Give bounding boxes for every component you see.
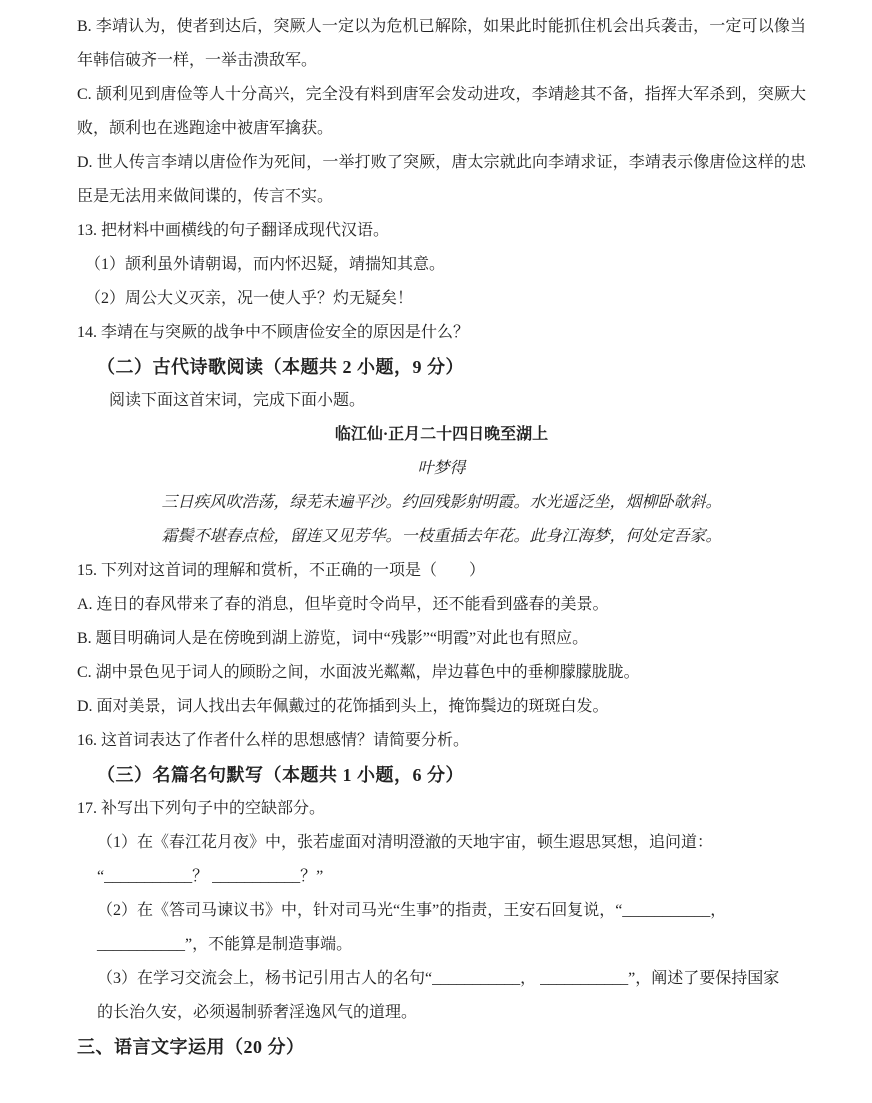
- q15-option-d: D. 面对美景，词人找出去年佩戴过的花饰插到头上，掩饰鬓边的斑斑白发。: [77, 698, 609, 715]
- q12-option-c: C. 颉利见到唐俭等人十分高兴，完全没有料到唐军会发动进攻，李靖趁其不备，指挥大军杀到，突厥大败，颉利也在逃跑途中被唐军擒获。: [77, 86, 806, 137]
- section-heading-language-use: 三、语言文字运用（20 分）: [77, 1037, 305, 1057]
- q15-option-a: A. 连日的春风带来了春的消息，但毕竟时令尚早，还不能看到盛春的美景。: [77, 596, 609, 613]
- poem-intro: 阅读下面这首宋词，完成下面小题。: [109, 392, 366, 409]
- section-heading-poetry: （二）古代诗歌阅读（本题共 2 小题，9 分）: [97, 357, 464, 377]
- question-13: 13. 把材料中画横线的句子翻译成现代汉语。: [77, 222, 390, 239]
- q12-option-b: B. 李靖认为，使者到达后，突厥人一定以为危机已解除，如果此时能抓住机会出兵袭击，一定可以像当年韩信破齐一样，一举击溃敌军。: [77, 18, 806, 69]
- question-16: 16. 这首词表达了作者什么样的思想感情？请简要分析。: [77, 732, 470, 749]
- question-14: 14. 李靖在与突厥的战争中不顾唐俭安全的原因是什么？: [77, 324, 470, 341]
- q12-option-d: D. 世人传言李靖以唐俭作为死间，一举打败了突厥，唐太宗就此向李靖求证，李靖表示像唐俭这样的忠臣是无法用来做间谍的，传言不实。: [77, 154, 806, 205]
- poem-author: 叶梦得: [417, 460, 466, 477]
- q15-option-b: B. 题目明确词人是在傍晚到湖上游览，词中“残影”“明霞”对此也有照应。: [77, 630, 589, 647]
- poem-line-1: 三日疾风吹浩荡，绿芜未遍平沙。约回残影射明霞。水光遥泛坐，烟柳卧欹斜。: [161, 494, 722, 511]
- q17-part-3: （3）在学习交流会上，杨书记引用古人的名句“___________， ___________”，阐述了要保持国家: [97, 970, 780, 987]
- q13-part-2: （2）周公大义灭亲，况一使人乎？灼无疑矣！: [85, 290, 414, 307]
- q15-option-c: C. 湖中景色见于词人的顾盼之间，水面波光粼粼，岸边暮色中的垂柳朦朦胧胧。: [77, 664, 640, 681]
- q17-part-1-blanks: “___________？ ___________？”: [97, 868, 324, 885]
- q13-part-1: （1）颉利虽外请朝谒，而内怀迟疑，靖揣知其意。: [85, 256, 446, 273]
- section-heading-dictation: （三）名篇名句默写（本题共 1 小题，6 分）: [97, 765, 464, 785]
- question-17: 17. 补写出下列句子中的空缺部分。: [77, 800, 326, 817]
- q17-part-1: （1）在《春江花月夜》中，张若虚面对清明澄澈的天地宇宙，顿生遐思冥想，追问道：: [97, 834, 714, 851]
- q17-part-2: （2）在《答司马谏议书》中，针对司马光“生事”的指责，王安石回复说，“___________，: [97, 902, 727, 919]
- poem-line-2: 霜鬓不堪春点检，留连又见芳华。一枝重插去年花。此身江海梦，何处定吾家。: [161, 528, 722, 545]
- q17-part-2-cont: ___________”，不能算是制造事端。: [97, 936, 353, 953]
- q17-part-3-cont: 的长治久安，必须遏制骄奢淫逸风气的道理。: [97, 1004, 418, 1021]
- poem-title: 临江仙·正月二十四日晚至湖上: [334, 426, 549, 443]
- question-15: 15. 下列对这首词的理解和赏析，不正确的一项是（ ）: [77, 562, 486, 579]
